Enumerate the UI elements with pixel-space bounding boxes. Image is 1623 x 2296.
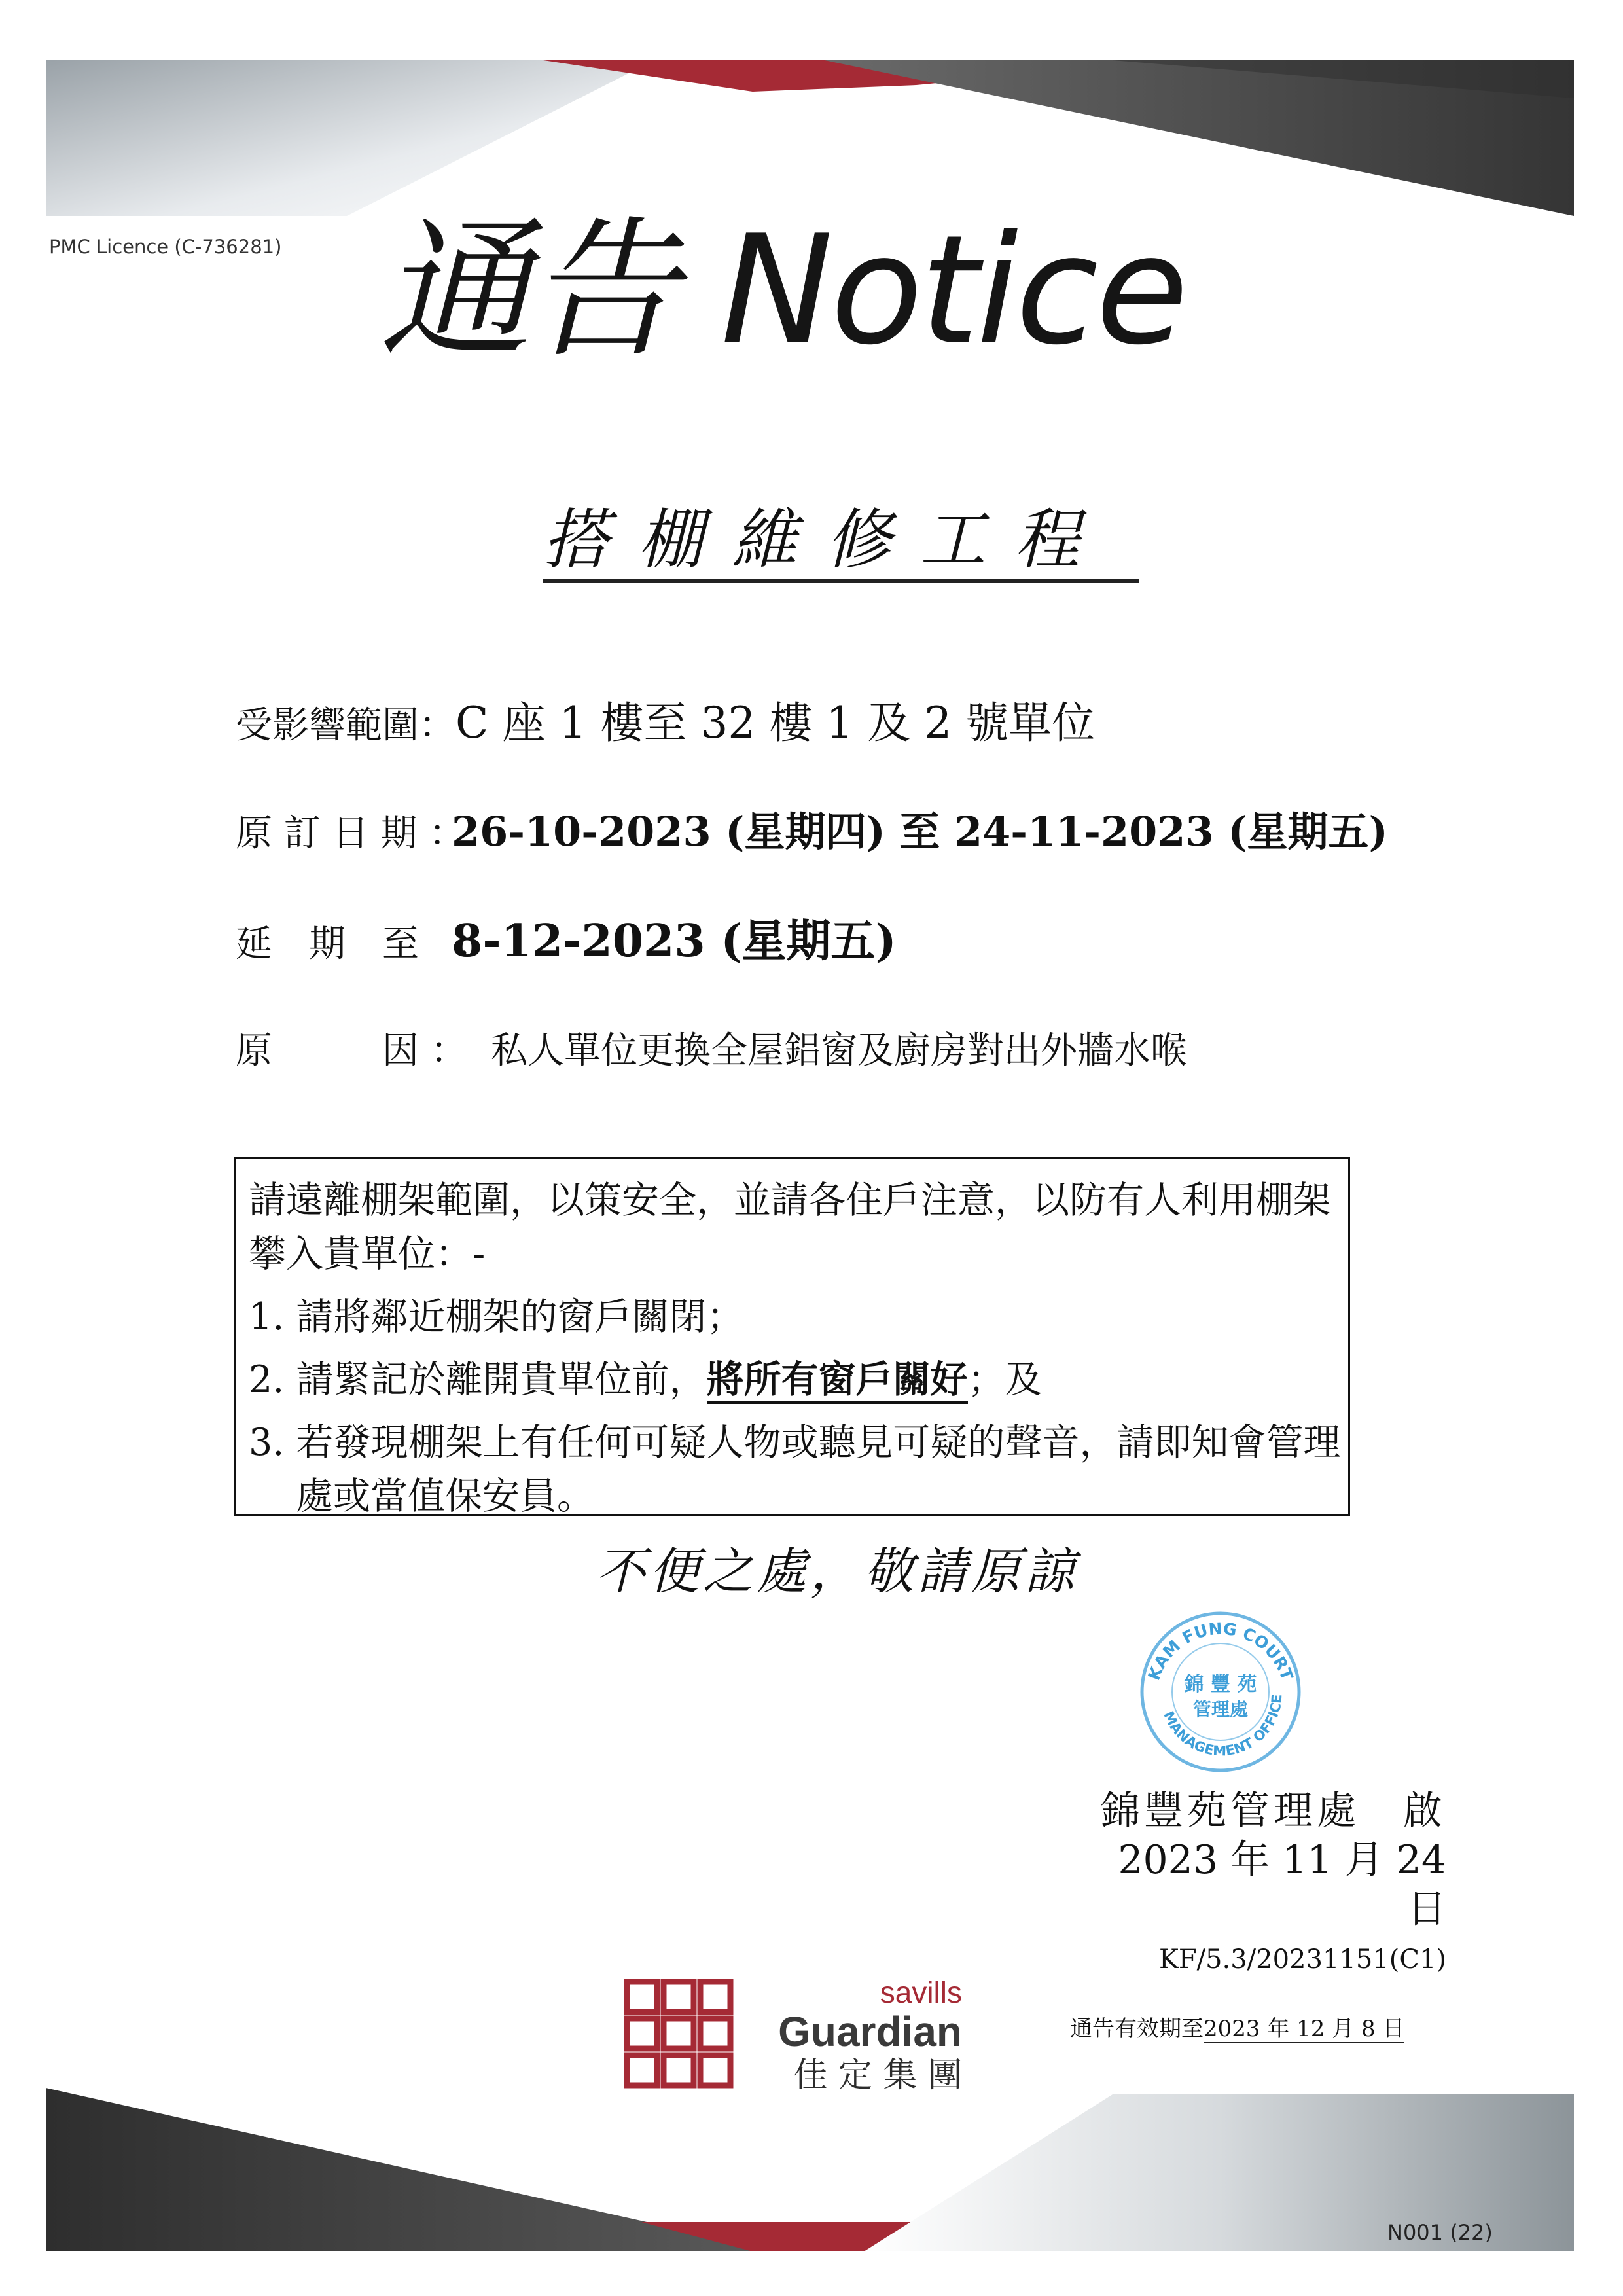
reference-number: KF/5.3/20231151(C1) [1158, 1945, 1446, 1975]
original-date-value: 26-10-2023 (星期四) 至 24-11-2023 (星期五) [452, 808, 1388, 855]
box-item-3-line-2: 處或當值保安員。 [296, 1475, 594, 1518]
box-intro-line-1: 請遠離棚架範圍，以策安全，並請各住戶注意，以防有人利用棚架 [249, 1179, 1330, 1222]
top-banner [0, 0, 1623, 223]
safety-notice-box [234, 1157, 1350, 1516]
issue-date: 2023 年 11 月 24 日 [1118, 1837, 1446, 1932]
box-item-3-line-1: 3. 若發現棚架上有任何可疑人物或聽見可疑的聲音，請即知會管理 [249, 1421, 1341, 1464]
validity-note [1070, 2011, 1404, 2043]
reason-value: 私人單位更換全屋鋁窗及廚房對出外牆水喉 [491, 1030, 1187, 1072]
reason-row [236, 1030, 1187, 1072]
apology-text: 不便之處，敬請原諒 [596, 1542, 1079, 1600]
office-stamp [1135, 1607, 1306, 1777]
signature-block [1086, 1787, 1446, 1976]
stamp-top-text: KAM FUNG COURT [1144, 1619, 1297, 1683]
scope-row [236, 698, 1096, 748]
original-date-label: 原 訂 日 期 ： [236, 812, 466, 855]
box-intro-line-2: 攀入貴單位：- [249, 1232, 486, 1276]
validity-label: 通告有效期至 [1070, 2016, 1204, 2042]
box-item-2 [249, 1353, 1335, 1407]
notice-subtitle: 搭棚維修工程 [543, 504, 1139, 583]
logo-chinese-name: 佳 定 集 團 [793, 2056, 962, 2094]
stamp-line-2: 管理處 [1192, 1698, 1249, 1720]
box-item-2-emphasis: 將所有窗戶關好 [707, 1357, 968, 1404]
licence-number: PMC Licence (C-736281) [49, 236, 282, 258]
stamp-line-1: 錦 豐 苑 [1184, 1673, 1257, 1696]
original-date-row [236, 808, 1388, 855]
box-item-1: 1. 請將鄰近棚架的窗戶關閉； [249, 1295, 744, 1338]
scope-label: 受影響範圍： [236, 704, 455, 747]
page-title: 通告 Notice [380, 204, 1186, 378]
extension-label: 延 期 至 ： [236, 923, 492, 965]
logo-guardian: Guardian [778, 2008, 962, 2055]
box-item-2-start: 2. 請緊記於離開貴單位前， [249, 1358, 707, 1401]
logo-savills: savills [880, 1977, 962, 2009]
issuing-office: 錦豐苑管理處 啟 [1101, 1788, 1446, 1834]
savills-guardian-logo [622, 1977, 969, 2094]
reason-label: 原 因 ： [236, 1030, 467, 1072]
extension-value: 8-12-2023 (星期五) [452, 915, 897, 967]
box-item-2-end: ；及 [967, 1358, 1043, 1401]
validity-date: 2023 年 12 月 8 日 [1204, 2016, 1405, 2042]
form-number: N001 (22) [1387, 2220, 1493, 2245]
scope-value: C 座 1 樓至 32 樓 1 及 2 號單位 [455, 698, 1096, 748]
extension-row [236, 915, 897, 967]
bottom-banner [0, 2088, 1623, 2296]
stamp-bottom-text: MANAGEMENT OFFICE [1160, 1693, 1285, 1759]
